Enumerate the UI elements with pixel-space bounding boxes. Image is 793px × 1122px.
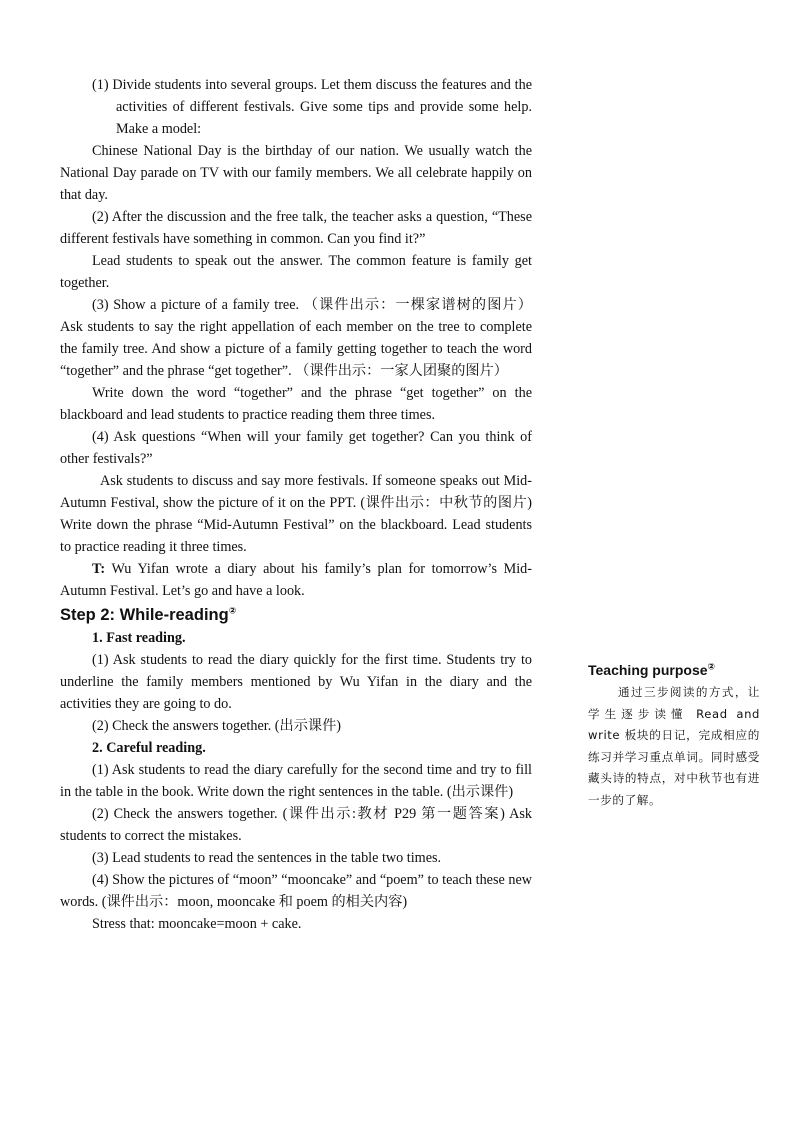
while-reading-section [60, 627, 532, 935]
paragraph: (1) Ask students to read the diary carefully for the second time and try to fill in the table in the book. Write down the right sentences in the table. (出示课件) [60, 762, 532, 800]
side-note-title: Teaching purpose [588, 662, 708, 678]
side-note [588, 660, 760, 811]
pre-reading-section [60, 74, 532, 558]
paragraph: (2) After the discussion and the free talk, the teacher asks a question, “These different festivals have something in common. Can you find it?” [60, 209, 532, 247]
paragraph: Stress that: mooncake=moon + cake. [92, 916, 302, 932]
paragraph: Write down the word “together” and the phrase “get together” on the blackboard and lead students to practice reading them three times. [60, 385, 532, 423]
paragraph: Chinese National Day is the birthday of our nation. We usually watch the National Day parade on TV with our family members. We all celebrate happily on that day. [60, 143, 532, 203]
paragraph: (2) Check the answers together. (课件出示:教材 P29 第一题答案) Ask students to correct the mistakes. [60, 806, 532, 844]
paragraph: (1) Divide students into several groups. Let them discuss the features and the activities of different festivals. Give some tips and provide some help. Make a model: [92, 77, 532, 137]
paragraph: 1. Fast reading. [92, 630, 186, 646]
side-note-text: 通过三步阅读的方式，让学生逐步读懂 Read and write 板块的日记，完成相应的练习并学习重点单词。同时感受藏头诗的特点，对中秋节也有进一步的了解。 [588, 685, 760, 807]
paragraph: (3) Show a picture of a family tree. （课件出示：一棵家谱树的图片） Ask students to say the right appellation of each member on the tree to complete the family tree. And show a picture of a family getting together to teach the word “together” and the phrase “get together”. （课件出示：一家人团聚的图片） [60, 297, 532, 379]
teacher-line [60, 558, 532, 602]
paragraph: (4) Show the pictures of “moon” “mooncake” and “poem” to teach these new words. (课件出示：moon, mooncake 和 poem 的相关内容) [60, 872, 532, 910]
teacher-label: T: [92, 561, 106, 577]
side-note-mark: ② [707, 661, 716, 672]
lesson-plan-body [60, 74, 532, 935]
step-2-title: Step 2: While-reading [60, 606, 229, 624]
paragraph: Ask students to discuss and say more festivals. If someone speaks out Mid-Autumn Festival, show the picture of it on the PPT. (课件出示：中秋节的图片) Write down the phrase “Mid-Autumn Festival” on the blackboard. Lead students to practice reading it three times. [60, 473, 532, 555]
teacher-text: Wu Yifan wrote a diary about his family’s plan for tomorrow’s Mid-Autumn Festival. Let’s go and have a look. [60, 561, 532, 599]
paragraph: 2. Careful reading. [92, 740, 206, 756]
step-2-heading [60, 603, 532, 627]
step-2-note-mark: ② [228, 605, 237, 616]
paragraph: (1) Ask students to read the diary quickly for the first time. Students try to underline the family members mentioned by Wu Yifan in the diary and the activities they are going to do. [60, 652, 532, 712]
paragraph: (3) Lead students to read the sentences in the table two times. [92, 850, 442, 866]
side-note-heading [588, 660, 760, 680]
paragraph: (2) Check the answers together. (出示课件) [92, 718, 342, 734]
paragraph: Lead students to speak out the answer. The common feature is family get together. [60, 253, 532, 291]
paragraph: (4) Ask questions “When will your family get together? Can you think of other festivals?” [60, 429, 532, 467]
